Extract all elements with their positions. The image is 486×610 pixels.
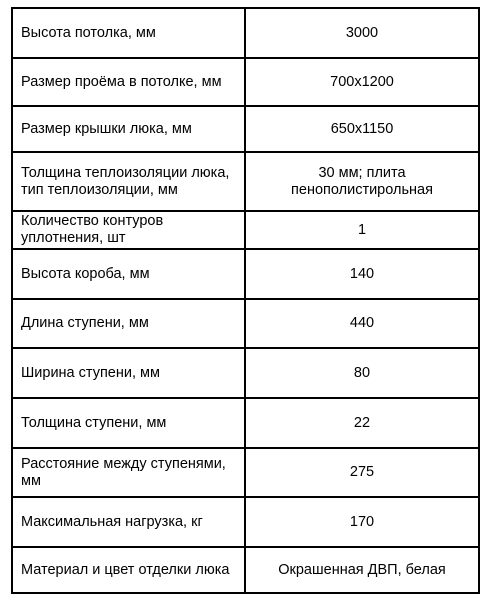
specifications-table [11, 7, 480, 594]
table-row [12, 448, 479, 497]
spec-value: 22 [245, 398, 479, 448]
spec-name: Максимальная нагрузка, кг [12, 497, 245, 547]
table-row [12, 348, 479, 398]
spec-name: Высота короба, мм [12, 249, 245, 299]
spec-value: 30 мм; плита пенополистирольная [245, 152, 479, 211]
spec-value: 700х1200 [245, 58, 479, 106]
spec-value: 3000 [245, 8, 479, 58]
spec-name: Ширина ступени, мм [12, 348, 245, 398]
spec-name: Материал и цвет отделки люка [12, 547, 245, 593]
spec-name: Размер крышки люка, мм [12, 106, 245, 152]
table-row [12, 8, 479, 58]
spec-value: 275 [245, 448, 479, 497]
table-row [12, 152, 479, 211]
spec-name: Толщина ступени, мм [12, 398, 245, 448]
spec-name: Высота потолка, мм [12, 8, 245, 58]
spec-value: 80 [245, 348, 479, 398]
spec-name: Длина ступени, мм [12, 299, 245, 348]
spec-value: 170 [245, 497, 479, 547]
table-row [12, 211, 479, 249]
table-row [12, 497, 479, 547]
table-row [12, 106, 479, 152]
spec-value: 140 [245, 249, 479, 299]
spec-value: 440 [245, 299, 479, 348]
spec-name: Толщина теплоизоляции люка, тип теплоизоляции, мм [12, 152, 245, 211]
spec-name: Размер проёма в потолке, мм [12, 58, 245, 106]
table-row [12, 249, 479, 299]
spec-name: Расстояние между ступенями, мм [12, 448, 245, 497]
spec-value: 1 [245, 211, 479, 249]
table-row [12, 58, 479, 106]
table-row [12, 299, 479, 348]
table-row [12, 398, 479, 448]
spec-value: Окрашенная ДВП, белая [245, 547, 479, 593]
table-row [12, 547, 479, 593]
spec-value: 650х1150 [245, 106, 479, 152]
spec-name: Количество контуров уплотнения, шт [12, 211, 245, 249]
